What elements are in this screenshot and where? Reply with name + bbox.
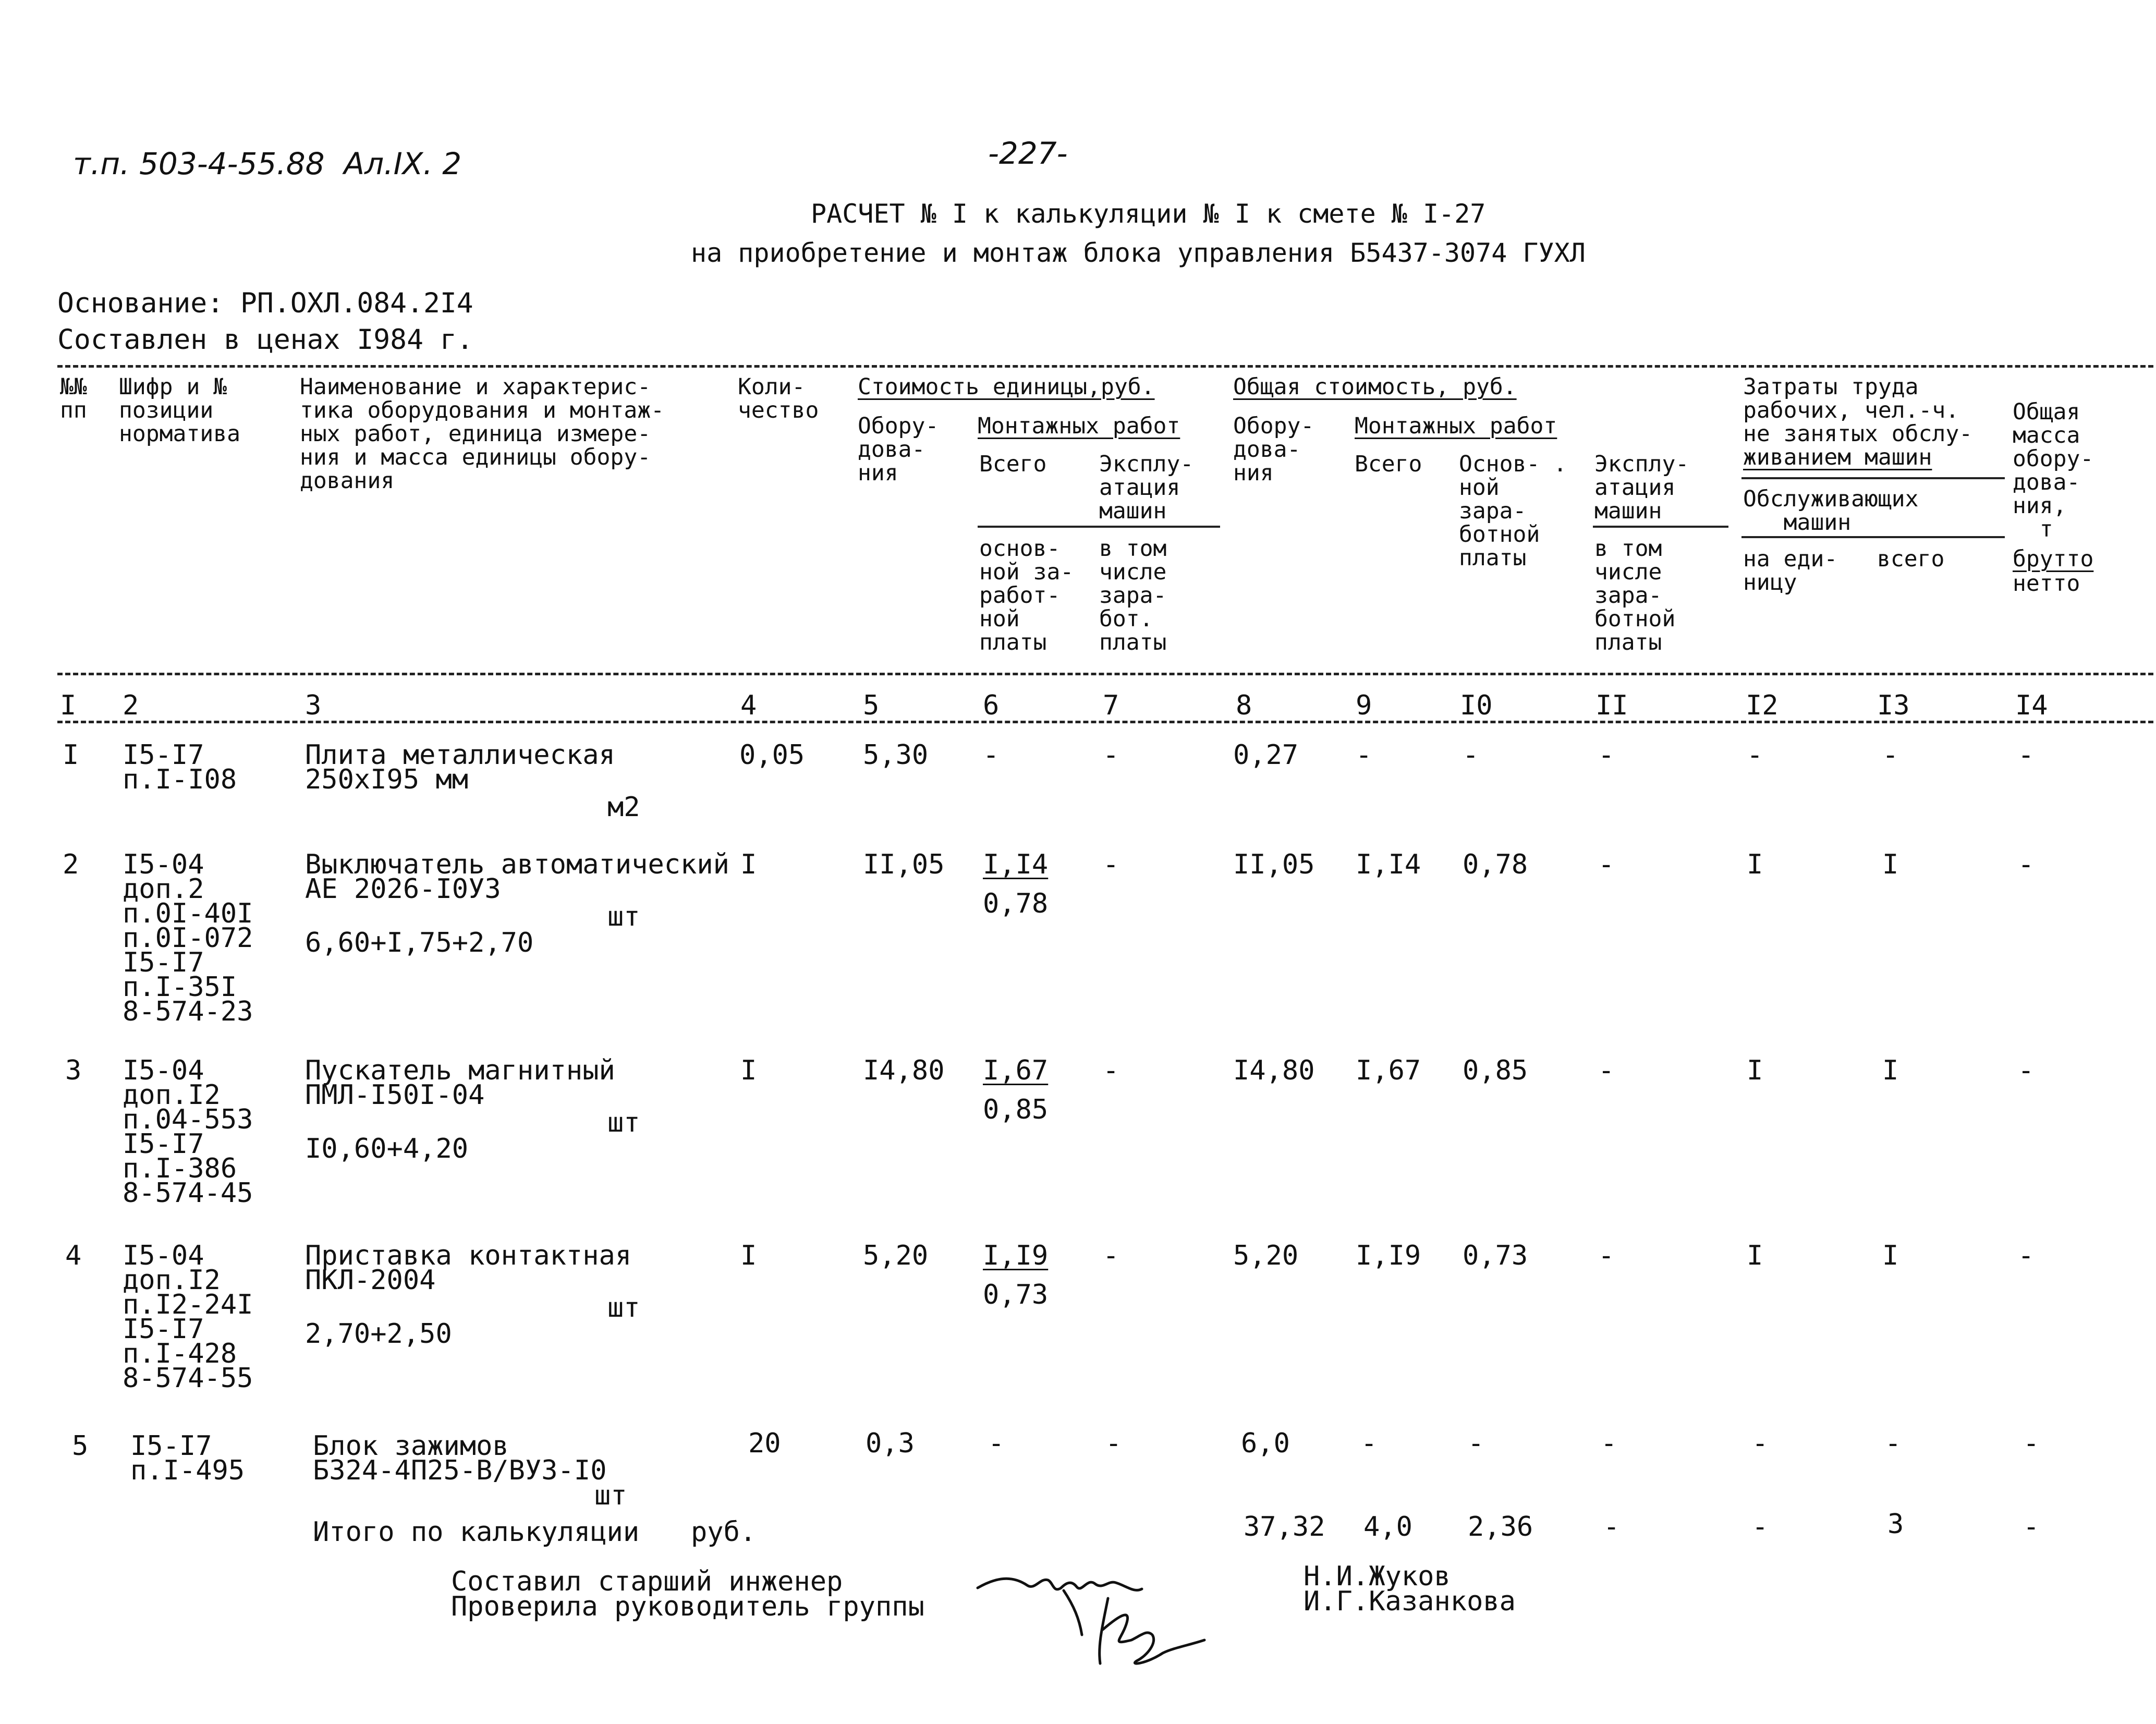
- row-labor-unit: I: [1747, 849, 1763, 880]
- row-formula: 2,70+2,50: [305, 1318, 452, 1350]
- row-code: I5-04 доп.2 п.0I-40I п.0I-072 I5-I7 п.I-35I 8-574-23: [123, 849, 253, 1027]
- header-total-salary: Основ- . ной зара- ботной платы: [1459, 451, 1567, 571]
- row-code: I5-04 доп.I2 п.04-553 I5-I7 п.I-386 8-574-45: [123, 1055, 253, 1209]
- total-install: 4,0: [1363, 1511, 1412, 1543]
- row-total-equipment: II,05: [1233, 849, 1315, 880]
- row-unit-equipment: I4,80: [863, 1055, 945, 1086]
- row-unit: шт: [607, 1292, 640, 1324]
- header-unit-install: Монтажных работ: [978, 413, 1180, 439]
- row-name: Блок зажимов БЗ24-4П25-В/ВУЗ-I0: [313, 1430, 607, 1486]
- header-rule-labor: [1741, 477, 2005, 479]
- header-unit-total: Всего: [979, 451, 1047, 477]
- column-number: I0: [1460, 690, 1493, 721]
- row-total-salary: 0,78: [1463, 849, 1528, 880]
- column-number: 6: [983, 690, 1000, 721]
- row-total-salary: 0,73: [1463, 1240, 1528, 1271]
- row-total-equipment: 6,0: [1241, 1428, 1290, 1459]
- table-top-rule: [57, 365, 2153, 368]
- header-total-equipment: Обору- дова- ния: [1233, 413, 1314, 486]
- row-name: Плита металлическая 250xI95 мм: [305, 739, 615, 795]
- column-number: 3: [305, 690, 322, 721]
- total-machines: -: [1603, 1511, 1620, 1543]
- row-unit-install: I,67: [983, 1055, 1049, 1086]
- row-unit-install-salary: 0,78: [983, 888, 1049, 919]
- total-salary: 2,36: [1468, 1511, 1533, 1543]
- document-title: РАСЧЕТ № I к калькуляции № I к смете № I-27: [811, 199, 1486, 229]
- row-unit-machines: -: [1103, 849, 1119, 880]
- row-code: I5-04 доп.I2 п.I2-24I I5-I7 п.I-428 8-574-55: [123, 1240, 253, 1394]
- row-total-salary: -: [1463, 739, 1479, 771]
- row-name: Приставка контактная ПКЛ-2004: [305, 1240, 632, 1296]
- row-quantity: I: [740, 1055, 757, 1086]
- header-labor-all: всего: [1877, 546, 1945, 572]
- header-total-cost: Общая стоимость, руб.: [1233, 374, 1517, 400]
- row-labor-total: I: [1882, 1240, 1899, 1271]
- header-mass: Общая масса обору- дова- ния, т: [2013, 399, 2094, 542]
- row-labor-total: I: [1882, 1055, 1899, 1086]
- basis-line: Основание: РП.ОХЛ.084.2I4: [57, 287, 473, 319]
- header-unit-cost: Стоимость единицы,руб.: [858, 374, 1155, 400]
- column-number: 4: [740, 690, 757, 721]
- row-unit-machines: -: [1103, 1055, 1119, 1086]
- signature-2: [1100, 1598, 1204, 1664]
- total-unit: руб.: [691, 1516, 757, 1548]
- row-formula: 6,60+I,75+2,70: [305, 927, 534, 958]
- row-total-machines: -: [1598, 1240, 1615, 1271]
- row-unit: шт: [607, 1107, 640, 1138]
- header-total-install: Монтажных работ: [1355, 413, 1557, 439]
- row-code: I5-I7 п.I-I08: [123, 739, 237, 795]
- column-number: I: [60, 690, 77, 721]
- row-total-machines: -: [1598, 739, 1615, 771]
- row-total-equipment: 5,20: [1233, 1240, 1299, 1271]
- row-name: Пускатель магнитный ПМЛ-I50I-04: [305, 1055, 615, 1111]
- row-labor-unit: -: [1752, 1428, 1769, 1459]
- header-rule-total: [1593, 526, 1728, 528]
- row-total-machines: -: [1598, 849, 1615, 880]
- signature-1-tail: [1064, 1591, 1082, 1635]
- header-mass-brutto: брутто: [2013, 546, 2094, 572]
- total-labor-total: 3: [1887, 1509, 1904, 1540]
- header-labor-service: Обслуживающих машин: [1743, 486, 1919, 536]
- row-total-salary: -: [1468, 1428, 1484, 1459]
- column-number: 2: [123, 690, 139, 721]
- row-code: I5-I7 п.I-495: [130, 1430, 245, 1486]
- header-bottom-rule: [57, 673, 2153, 675]
- row-total-install: I,I9: [1356, 1240, 1421, 1271]
- row-labor-unit: I: [1747, 1055, 1763, 1086]
- header-quantity: Коли- чество: [738, 374, 819, 423]
- header-unit-incl: в том числе зара- бот. платы: [1099, 536, 1167, 655]
- column-number: I4: [2015, 690, 2048, 721]
- row-unit-equipment: 5,30: [863, 739, 929, 771]
- column-number: I2: [1746, 690, 1779, 721]
- row-number: 4: [65, 1240, 82, 1271]
- row-quantity: 0,05: [739, 739, 805, 771]
- row-unit-install: -: [988, 1428, 1005, 1459]
- header-unit-machines: Эксплу- атация машин: [1099, 451, 1194, 524]
- header-code: Шифр и № позиции норматива: [119, 374, 240, 447]
- total-labor-unit: -: [1752, 1511, 1769, 1543]
- row-total-install: -: [1356, 739, 1372, 771]
- checked-by-label: Проверила руководитель группы: [451, 1591, 924, 1622]
- handwritten-signatures: [975, 1557, 1225, 1679]
- row-mass: -: [2018, 849, 2035, 880]
- project-reference: т.п. 503-4-55.88 Ал.IX. 2: [73, 146, 462, 181]
- column-number: II: [1595, 690, 1628, 721]
- row-unit-install-salary: 0,85: [983, 1094, 1049, 1125]
- row-total-machines: -: [1601, 1428, 1617, 1459]
- signer-name-2: И.Г.Казанкова: [1304, 1586, 1516, 1617]
- row-number: 5: [72, 1430, 89, 1462]
- signature-1: [978, 1579, 1142, 1590]
- row-unit-machines: -: [1103, 1240, 1119, 1271]
- row-number: I: [63, 739, 79, 771]
- header-total-total: Всего: [1355, 451, 1422, 477]
- row-total-equipment: 0,27: [1233, 739, 1299, 771]
- row-unit-install-salary: 0,73: [983, 1279, 1049, 1310]
- total-mass: -: [2023, 1511, 2040, 1543]
- row-mass: -: [2018, 1055, 2035, 1086]
- row-unit-install: -: [983, 739, 1000, 771]
- row-total-machines: -: [1598, 1055, 1615, 1086]
- row-total-install: I,I4: [1356, 849, 1421, 880]
- total-equipment: 37,32: [1244, 1511, 1325, 1543]
- header-name: Наименование и характерис- тика оборудования и монтаж- ных работ, единица измере- ния и масса единицы обору- дования: [300, 374, 664, 494]
- column-number: I3: [1877, 690, 1910, 721]
- row-labor-total: -: [1882, 739, 1899, 771]
- total-label: Итого по калькуляции: [313, 1516, 640, 1548]
- row-total-salary: 0,85: [1463, 1055, 1528, 1086]
- row-name: Выключатель автоматический АЕ 2026-I0УЗ: [305, 849, 729, 905]
- row-total-install: I,67: [1356, 1055, 1421, 1086]
- row-quantity: 20: [748, 1428, 781, 1459]
- row-unit-install: I,I9: [983, 1240, 1049, 1271]
- row-unit-equipment: II,05: [863, 849, 945, 880]
- header-rule-service: [1741, 536, 2005, 538]
- row-labor-unit: I: [1747, 1240, 1763, 1271]
- header-total-incl: в том числе зара- ботной платы: [1594, 536, 1676, 655]
- row-labor-total: -: [1885, 1428, 1902, 1459]
- header-labor: Затраты труда рабочих, чел.-ч. не занятых обслу-: [1743, 374, 1973, 447]
- document-subtitle: на приобретение и монтаж блока управления Б5437-3074 ГУХЛ: [691, 238, 1586, 268]
- column-number: 7: [1103, 690, 1119, 721]
- row-quantity: I: [740, 1240, 757, 1271]
- column-number: 9: [1356, 690, 1372, 721]
- column-number: 8: [1236, 690, 1252, 721]
- compiled-by-label: Составил старший инженер: [451, 1566, 843, 1597]
- header-mass-netto: нетто: [2013, 570, 2080, 597]
- header-labor-unit: на еди- ницу: [1743, 546, 1838, 596]
- row-number: 2: [63, 849, 79, 880]
- prices-line: Составлен в ценах I984 г.: [57, 324, 473, 356]
- header-row-number: №№ пп: [60, 374, 87, 423]
- column-number: 5: [863, 690, 880, 721]
- row-labor-total: I: [1882, 849, 1899, 880]
- row-total-install: -: [1361, 1428, 1378, 1459]
- row-unit-machines: -: [1103, 739, 1119, 771]
- header-unit-equipment: Обору- дова- ния: [858, 413, 939, 486]
- header-unit-salary: основ- ной за- работ- ной платы: [979, 536, 1074, 655]
- row-mass: -: [2018, 1240, 2035, 1271]
- row-number: 3: [65, 1055, 82, 1086]
- header-total-machines: Эксплу- атация машин: [1594, 451, 1689, 524]
- row-unit-equipment: 0,3: [866, 1428, 915, 1459]
- row-formula: I0,60+4,20: [305, 1133, 469, 1164]
- row-mass: -: [2018, 739, 2035, 771]
- row-unit: шт: [607, 901, 640, 932]
- row-total-equipment: I4,80: [1233, 1055, 1315, 1086]
- row-unit-install: I,I4: [983, 849, 1049, 880]
- row-quantity: I: [740, 849, 757, 880]
- signer-name-1: Н.И.Жуков: [1304, 1561, 1451, 1592]
- page-number: -227-: [988, 136, 1068, 171]
- row-unit: м2: [607, 792, 640, 823]
- row-mass: -: [2023, 1428, 2040, 1459]
- header-labor-machines: живанием машин: [1743, 444, 1932, 470]
- row-unit-machines: -: [1105, 1428, 1122, 1459]
- header-rule-unit: [978, 526, 1220, 528]
- row-unit: шт: [594, 1480, 627, 1511]
- column-number-rule: [57, 721, 2153, 723]
- row-unit-equipment: 5,20: [863, 1240, 929, 1271]
- row-labor-unit: -: [1747, 739, 1763, 771]
